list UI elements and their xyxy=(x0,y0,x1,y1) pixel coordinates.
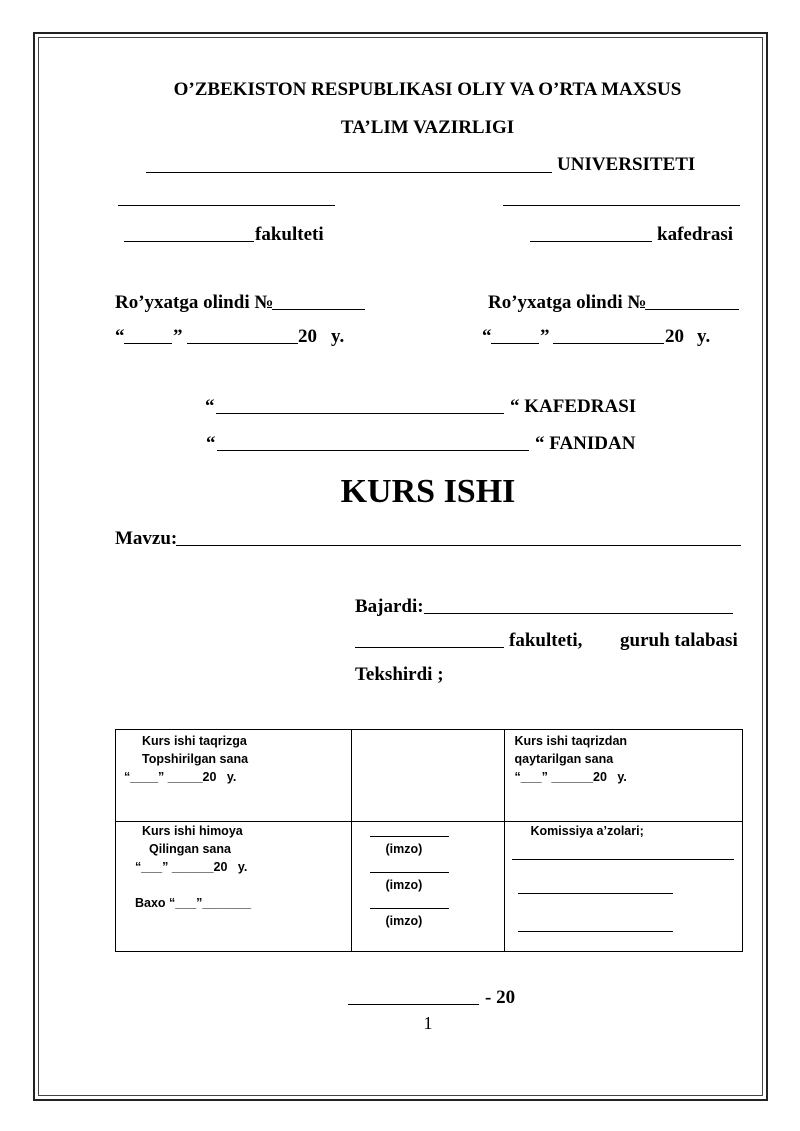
review-returned-cell xyxy=(504,730,742,822)
footer-year: - 20 xyxy=(485,987,516,1008)
review-table xyxy=(115,729,743,952)
defense-line-1: Kurs ishi himoya xyxy=(142,824,243,838)
signature-label-2: (imzo) xyxy=(385,878,423,892)
page-number: 1 xyxy=(423,1013,433,1033)
date-right-year-suffix: y. xyxy=(697,326,711,347)
university-name-line xyxy=(146,172,552,173)
signature-line-1 xyxy=(370,836,449,837)
ministry-line-1: O’ZBEKISTON RESPUBLIKASI OLIY VA O’RTA MAXSUS xyxy=(173,79,682,100)
review-submitted-cell xyxy=(116,730,352,822)
performed-name-line xyxy=(424,613,733,614)
date-left-year: 20 xyxy=(298,326,317,347)
empty-cell xyxy=(352,730,504,822)
date-left-month-line xyxy=(187,343,298,344)
commission-member-line-3 xyxy=(518,931,673,932)
registration-right-label: Ro’yxatga olindi № xyxy=(488,292,647,313)
department-heading: “ KAFEDRASI xyxy=(510,396,637,417)
date-left-quote-close: ” xyxy=(173,326,183,347)
university-label: UNIVERSITETI xyxy=(557,154,696,175)
registration-right-number-line xyxy=(645,309,739,310)
defense-cell xyxy=(116,822,352,952)
review-submitted-line-1: Kurs ishi taqrizga xyxy=(142,734,247,748)
registration-left-number-line xyxy=(272,309,365,310)
student-group-label: guruh talabasi xyxy=(620,630,738,651)
review-returned-line-1: Kurs ishi taqrizdan xyxy=(514,734,628,748)
review-returned-line-2: qaytarilgan sana xyxy=(514,752,614,766)
date-right-month-line xyxy=(553,343,664,344)
commission-cell xyxy=(504,822,742,952)
blank-line-right xyxy=(503,205,740,206)
faculty-label: fakulteti xyxy=(255,224,324,245)
signature-label-1: (imzo) xyxy=(385,842,423,856)
date-left-quote-open: “ xyxy=(115,326,125,347)
review-submitted-date: “____” _____20 y. xyxy=(124,770,237,784)
department-label: kafedrasi xyxy=(657,224,733,245)
commission-member-line-1 xyxy=(512,859,734,860)
subject-quote-open: “ xyxy=(206,433,216,454)
subject-name-blank xyxy=(217,450,529,451)
date-left-year-suffix: y. xyxy=(331,326,345,347)
department-name-line xyxy=(530,241,652,242)
signature-line-3 xyxy=(370,908,449,909)
defense-date: “___” ______20 y. xyxy=(135,860,248,874)
date-left-day-line xyxy=(124,343,172,344)
signature-label-3: (imzo) xyxy=(385,914,423,928)
document-title: KURS ISHI xyxy=(340,473,516,510)
signatures-cell xyxy=(352,822,504,952)
commission-member-line-2 xyxy=(518,893,673,894)
commission-label: Komissiya a’zolari; xyxy=(530,824,644,838)
date-right-quote-close: ” xyxy=(540,326,550,347)
registration-left-label: Ro’yxatga olindi № xyxy=(115,292,274,313)
review-returned-date: “___” ______20 y. xyxy=(514,770,627,784)
department-quote-open: “ xyxy=(205,396,215,417)
signature-line-2 xyxy=(370,872,449,873)
topic-line xyxy=(176,545,741,546)
defense-line-2: Qilingan sana xyxy=(149,842,231,856)
faculty-name-line xyxy=(124,241,254,242)
grade-line: Baxo “___”_______ xyxy=(135,896,252,910)
date-right-day-line xyxy=(491,343,539,344)
review-submitted-line-2: Topshirilgan sana xyxy=(142,752,249,766)
ministry-line-2: TA’LIM VAZIRLIGI xyxy=(340,117,515,138)
topic-label: Mavzu: xyxy=(115,528,178,549)
checked-label: Tekshirdi ; xyxy=(355,664,444,685)
student-faculty-label: fakulteti, xyxy=(509,630,583,651)
subject-heading: “ FANIDAN xyxy=(535,433,636,454)
city-line xyxy=(348,1004,479,1005)
student-faculty-line xyxy=(355,647,504,648)
performed-label: Bajardi: xyxy=(355,596,424,617)
date-right-year: 20 xyxy=(665,326,684,347)
blank-line-left xyxy=(118,205,335,206)
date-right-quote-open: “ xyxy=(482,326,492,347)
department-name-blank xyxy=(216,413,504,414)
